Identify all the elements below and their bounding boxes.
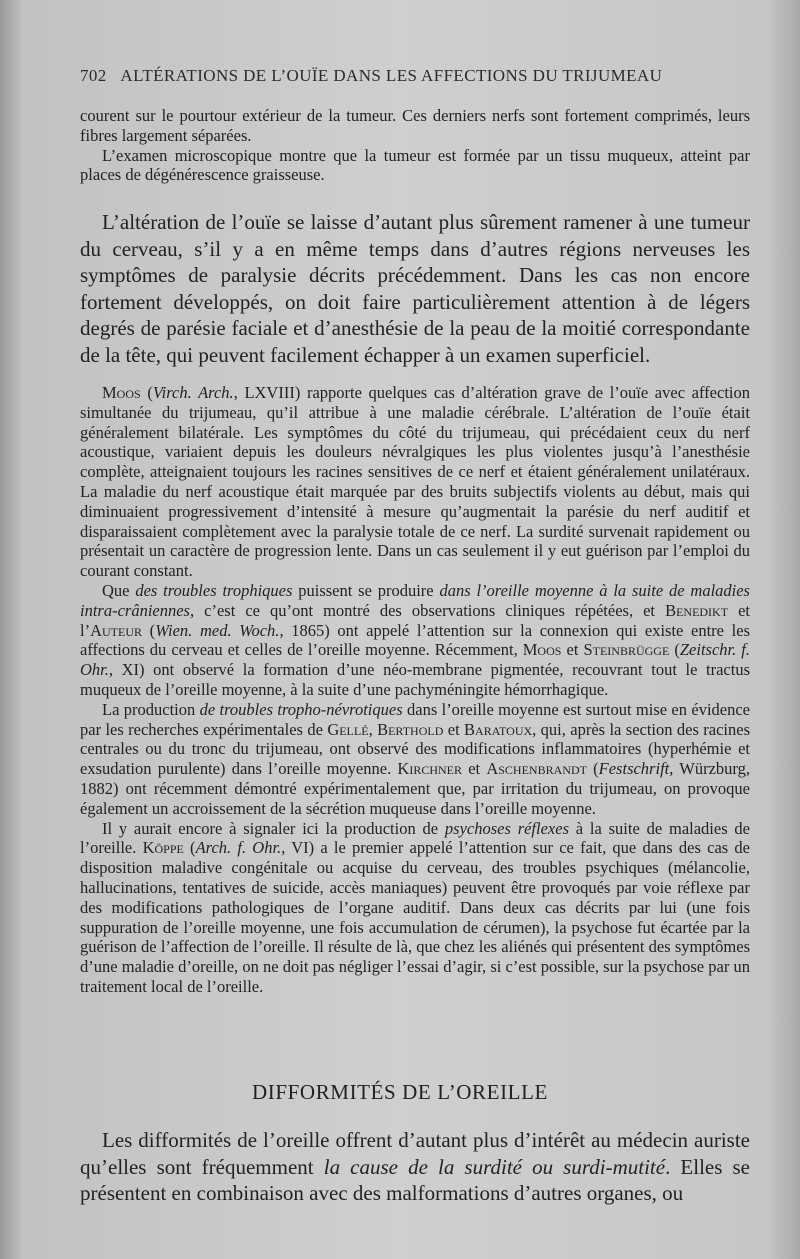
main-paragraph: L’altération de l’ouïe se laisse d’autant plus sûrement ramener à une tumeur du cerveau, s’il y a en même temps dans d’autres régions nerveuses les symptômes de paralysie décrits précédemment. Dans les cas non encore fortement développés, on doit faire particulièrement attention à de légers degrés de parésie faciale et d’anesthésie de la peau de la moitié correspondante de la tête, qui peuvent facilement échapper à un examen superficiel. [80,210,750,367]
author-kirchner: Kirchner [397,759,463,779]
notes-block [80,383,750,997]
section-paragraph: Les difformités de l’oreille offrent d’autant plus d’intérêt au médecin auriste qu’elles sont fréquemment la cause de la surdité ou surdi-mutité. Elles se présentent en combinaison avec des malformations d’autres organes, ou [80,1128,751,1206]
author-aschenbrandt: Aschenbrandt [486,759,587,779]
author-baratoux: Baratoux [464,719,533,739]
running-title: ALTÉRATIONS DE L’OUÏE DANS LES AFFECTIONS DU TRIJUMEAU [120,66,663,85]
section-body [80,1127,750,1207]
author-gelle: Gellé [327,719,369,739]
note-psychoses: Il y aurait encore à signaler ici la production de psychoses réflexes à la suite de maladies de l’oreille. Köppe (Arch. f. Ohr., VI) a le premier appelé l’attention sur ce fait, que dans des cas de disposition maladive congénitale ou acquise du cerveau, des troubles psychiques (mélancolie, hallucinations, tentatives de suicide, accès maniaques) peuvent être provoqués par voie réflexe par des modifications pathologiques de l’organe auditif. Dans deux cas décrits par lui (une fois suppuration de l’oreille moyenne, une fois accumulation de cérumen), la psychose fut écartée par la guérison de l’affection de l’oreille. Il résulte de là, que chez les aliénés qui présentent des symptômes d’une maladie d’oreille, on ne doit pas négliger l’essai d’agir, si c’est possible, sur la psychose par un traitement local de l’oreille. [80,818,751,996]
intro-paragraph-1: courent sur le pourtour extérieur de la tumeur. Ces derniers nerfs sont fortement comprimés, leurs fibres largement séparées. [80,106,750,145]
author-moos: Moos [102,383,141,402]
note-trophiques: Que des troubles trophiques puissent se produire dans l’oreille moyenne à la suite de maladies intra-crâniennes, c’est ce qu’ont montré des observations cliniques répétées, et Benedikt et l’Auteur (Wien. med. Woch., 1865) ont appelé l’attention sur la connexion qui existe entre les affections du cerveau et celles de l’oreille moyenne. Récemment, Moos et Steinbrügge (Zeitschr. f. Ohr., XI) ont observé la formation d’une néo-membrane pigmentée, recouvrant tout le tractus muqueux de l’oreille moyenne, à la suite d’une pachyméningite hémorrhagique. [80,580,750,699]
author-steinbrugge: Steinbrügge [583,640,670,660]
note-moos-text: , LXVIII) rapporte quelques cas d’altération grave de l’ouïe avec affection simultanée du trijumeau, qu’il attribue à une maladie cérébrale. L’altération de l’ouïe était généralement bilatérale. Les symptômes du côté du trijumeau, qui précédaient ceux du nerf acoustique, variaient depuis les douleurs névralgiques les plus violentes jusqu’à l’anesthésie complète, atteignaient toujours les racines sensitives de ce nerf et étaient généralement unilatéraux. La maladie du nerf acoustique était marquée par des bruits subjectifs violents au début, mais qui diminuaient progressivement d’intensité à mesure qu’augmentait la parésie du nerf auditif et disparaissaient complètement avec la paralysie totale de ce nerf. La surdité survenait rapidement ou présentait un caractère de progression lente. Dans un cas seulement il y eut guérison par l’emploi du courant constant. [80,383,750,581]
intro-block [80,106,750,185]
intro-paragraph-2: L’examen microscopique montre que la tumeur est formée par un tissu muqueux, atteint par places de dégénérescence graisseuse. [80,145,750,185]
main-block [80,209,750,369]
author-benedikt: Benedikt [665,600,729,620]
running-header [80,66,740,86]
note-tropho-nevrotiques: La production de troubles tropho-névrotiques dans l’oreille moyenne est surtout mise en évidence par les recherches expérimentales de Gellé, Berthold et Baratoux, qui, après la section des racines centrales ou du tronc du trijumeau, ont observé des modifications inflammatoires (hyperhémie et exsudation purulente) dans l’oreille moyenne. Kirchner et Aschenbrandt (Festschrift, Würzburg, 1882) ont récemment démontré expérimentalement que, par irritation du trijumeau, on provoque également un accroissement de la sécrétion muqueuse dans l’oreille moyenne. [80,699,750,818]
note-moos: Moos (Virch. Arch., LXVIII) rapporte quelques cas d’altération grave de l’ouïe avec affection simultanée du trijumeau, qu’il attribue à une maladie cérébrale. L’altération de l’ouïe était généralement bilatérale. Les symptômes du côté du trijumeau, qui précédaient ceux du nerf acoustique, variaient depuis les douleurs névralgiques les plus violentes jusqu’à l’anesthésie complète, atteignaient toujours les racines sensitives de ce nerf et étaient généralement unilatéraux. La maladie du nerf acoustique était marquée par des bruits subjectifs violents au début, mais qui diminuaient progressivement d’intensité à mesure qu’augmentait la parésie du nerf auditif et disparaissaient complètement avec la paralysie totale de ce nerf. La surdité survenait rapidement ou présentait un caractère de progression lente. Dans un cas seulement il y eut guérison par l’emploi du courant constant. [80,383,750,581]
ref-virch-arch: Virch. Arch. [152,383,234,402]
author-moos-2: Moos [522,640,562,660]
author-auteur: Auteur [90,620,143,640]
author-berthold: Berthold [377,719,444,739]
section-title: DIFFORMITÉS DE L’OREILLE [252,1080,548,1104]
page-number: 702 [80,66,107,85]
author-koppe: Köppe [142,838,184,858]
